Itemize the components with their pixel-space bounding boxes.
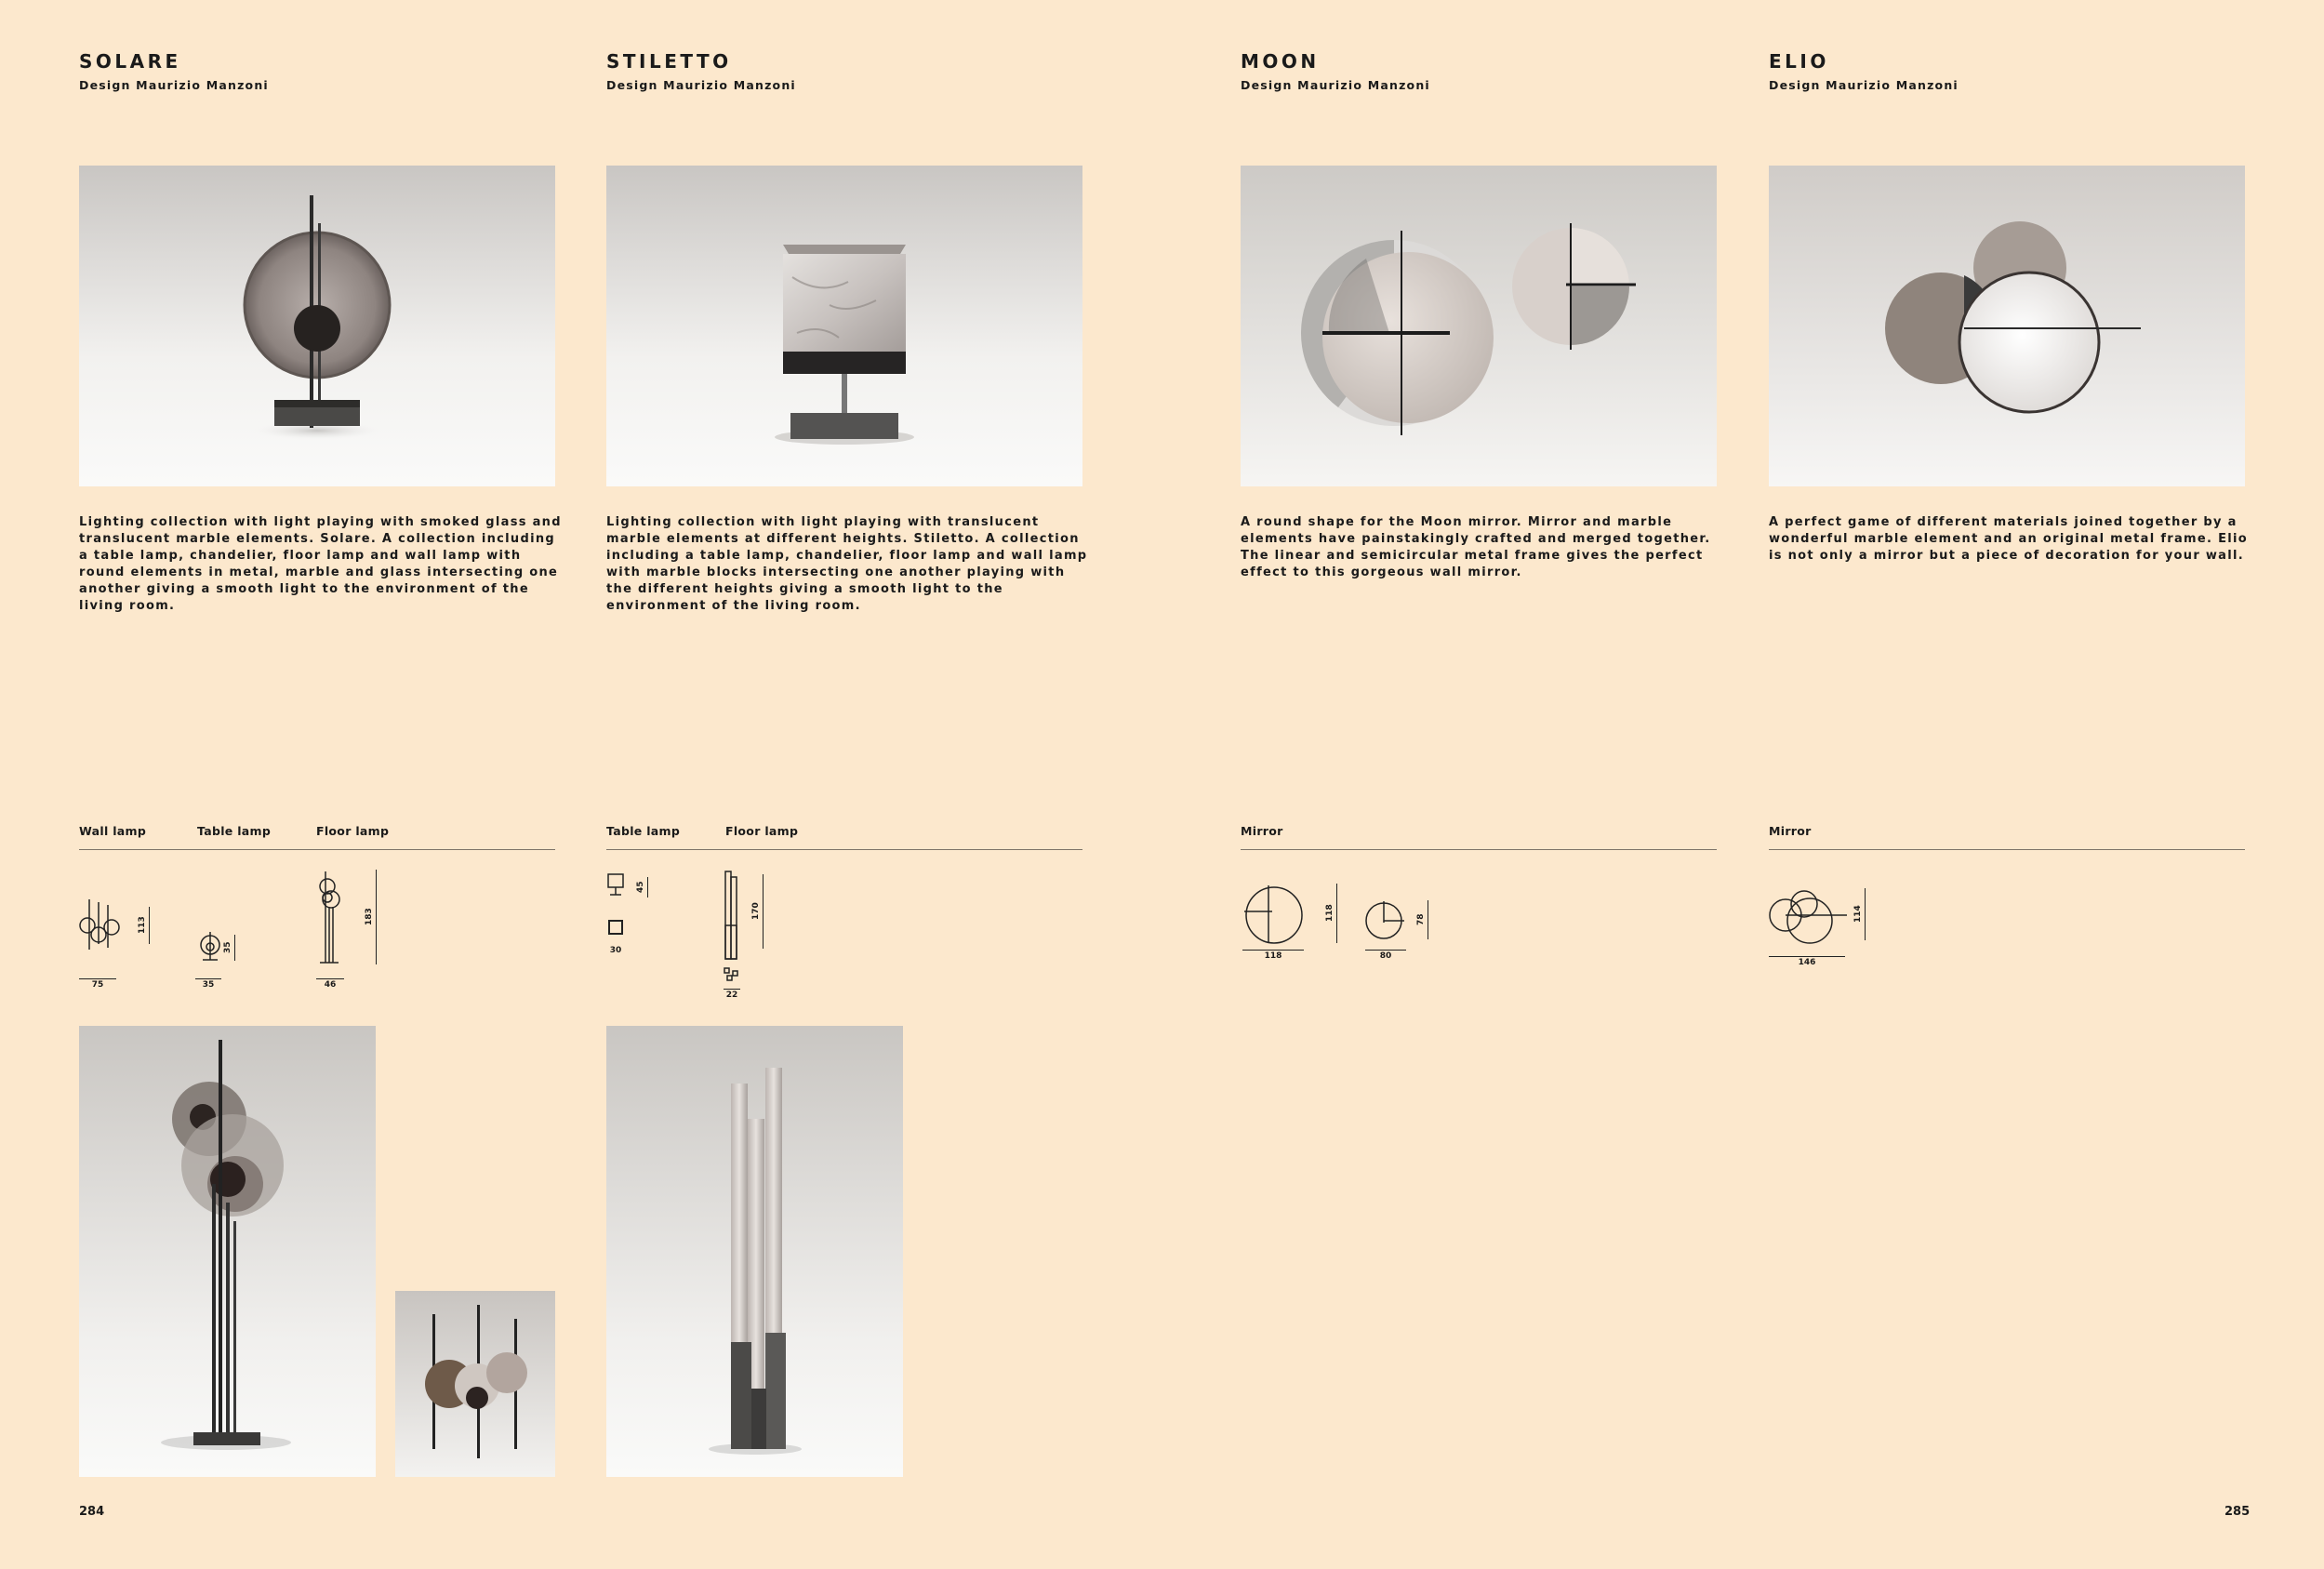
product-description: Lighting collection with light playing with translucent marble elements at different heights. Stiletto. A collection including a table lamp, chandelier, floor lamp and wall lamp with marble blocks intersecting one another playing with the different heights giving a smooth light to the environment of the living room. bbox=[606, 515, 1088, 613]
product-title: ELIO bbox=[1769, 50, 1829, 73]
dimension-label: 118 bbox=[1325, 884, 1337, 943]
category-label: Mirror bbox=[1769, 824, 1812, 838]
table-lamp-sketch bbox=[606, 872, 629, 937]
mirror-sketch bbox=[1767, 885, 1851, 946]
product-title: SOLARE bbox=[79, 50, 181, 73]
dimension-label: 75 bbox=[79, 978, 116, 990]
table-lamp-sketch bbox=[195, 930, 225, 964]
category-label: Floor lamp bbox=[725, 824, 799, 838]
floor-lamp-plan-sketch bbox=[724, 967, 740, 982]
category-label: Table lamp bbox=[197, 824, 272, 838]
category-label: Mirror bbox=[1241, 824, 1283, 838]
product-description: A perfect game of different materials joined together by a wonderful marble element and an original metal frame. Elio is not only a mirror but a piece of decoration for your wall. bbox=[1769, 515, 2249, 563]
small-mirror-sketch bbox=[1363, 898, 1406, 941]
dimension-label: 45 bbox=[636, 877, 648, 898]
product-designer: Design Maurizio Manzoni bbox=[1241, 78, 1430, 92]
page-number: 285 bbox=[2224, 1505, 2251, 1519]
product-designer: Design Maurizio Manzoni bbox=[1769, 78, 1959, 92]
solare-photo bbox=[79, 166, 555, 486]
product-designer: Design Maurizio Manzoni bbox=[79, 78, 269, 92]
dimension-label: 46 bbox=[316, 978, 344, 990]
divider bbox=[79, 849, 555, 850]
dimension-label: 170 bbox=[751, 874, 764, 949]
dimension-label: 78 bbox=[1416, 900, 1428, 939]
stiletto-floor-lamp-photo bbox=[606, 1026, 903, 1477]
product-title: MOON bbox=[1241, 50, 1320, 73]
product-title: STILETTO bbox=[606, 50, 732, 73]
category-label: Table lamp bbox=[606, 824, 681, 838]
dimension-label: 146 bbox=[1769, 956, 1845, 967]
wall-lamp-sketch bbox=[76, 898, 125, 953]
dimension-label: 113 bbox=[138, 907, 150, 944]
page-number: 284 bbox=[79, 1505, 105, 1519]
floor-lamp-sketch bbox=[312, 870, 346, 966]
stiletto-photo bbox=[606, 166, 1082, 486]
elio-photo bbox=[1769, 166, 2245, 486]
dimension-label: 183 bbox=[365, 870, 377, 964]
dimension-label: 114 bbox=[1853, 888, 1866, 940]
category-label: Floor lamp bbox=[316, 824, 390, 838]
divider bbox=[606, 849, 1082, 850]
solare-wall-lamp-photo bbox=[395, 1291, 555, 1477]
product-description: Lighting collection with light playing with smoked glass and translucent marble elements. Solare. A collection including a table lamp, chandelier, floor lamp and wall lamp with round elements in metal, marble and glass intersecting one another giving a smooth light to the environment of the living room. bbox=[79, 515, 562, 613]
category-label: Wall lamp bbox=[79, 824, 147, 838]
divider bbox=[1769, 849, 2245, 850]
moon-photo bbox=[1241, 166, 1717, 486]
dimension-label: 30 bbox=[609, 946, 622, 955]
product-designer: Design Maurizio Manzoni bbox=[606, 78, 796, 92]
dimension-label: 35 bbox=[223, 935, 235, 961]
dimension-label: 80 bbox=[1365, 950, 1406, 961]
dimension-label: 118 bbox=[1242, 950, 1304, 961]
solare-floor-lamp-photo bbox=[79, 1026, 376, 1477]
dimension-label: 22 bbox=[724, 989, 740, 1000]
large-mirror-sketch bbox=[1241, 882, 1306, 947]
dimension-label: 35 bbox=[195, 978, 221, 990]
divider bbox=[1241, 849, 1717, 850]
product-description: A round shape for the Moon mirror. Mirror and marble elements have painstakingly crafted and merged together. The linear and semicircular metal frame gives the perfect effect to this gorgeous wall mirror. bbox=[1241, 515, 1711, 579]
floor-lamp-sketch bbox=[722, 870, 744, 963]
